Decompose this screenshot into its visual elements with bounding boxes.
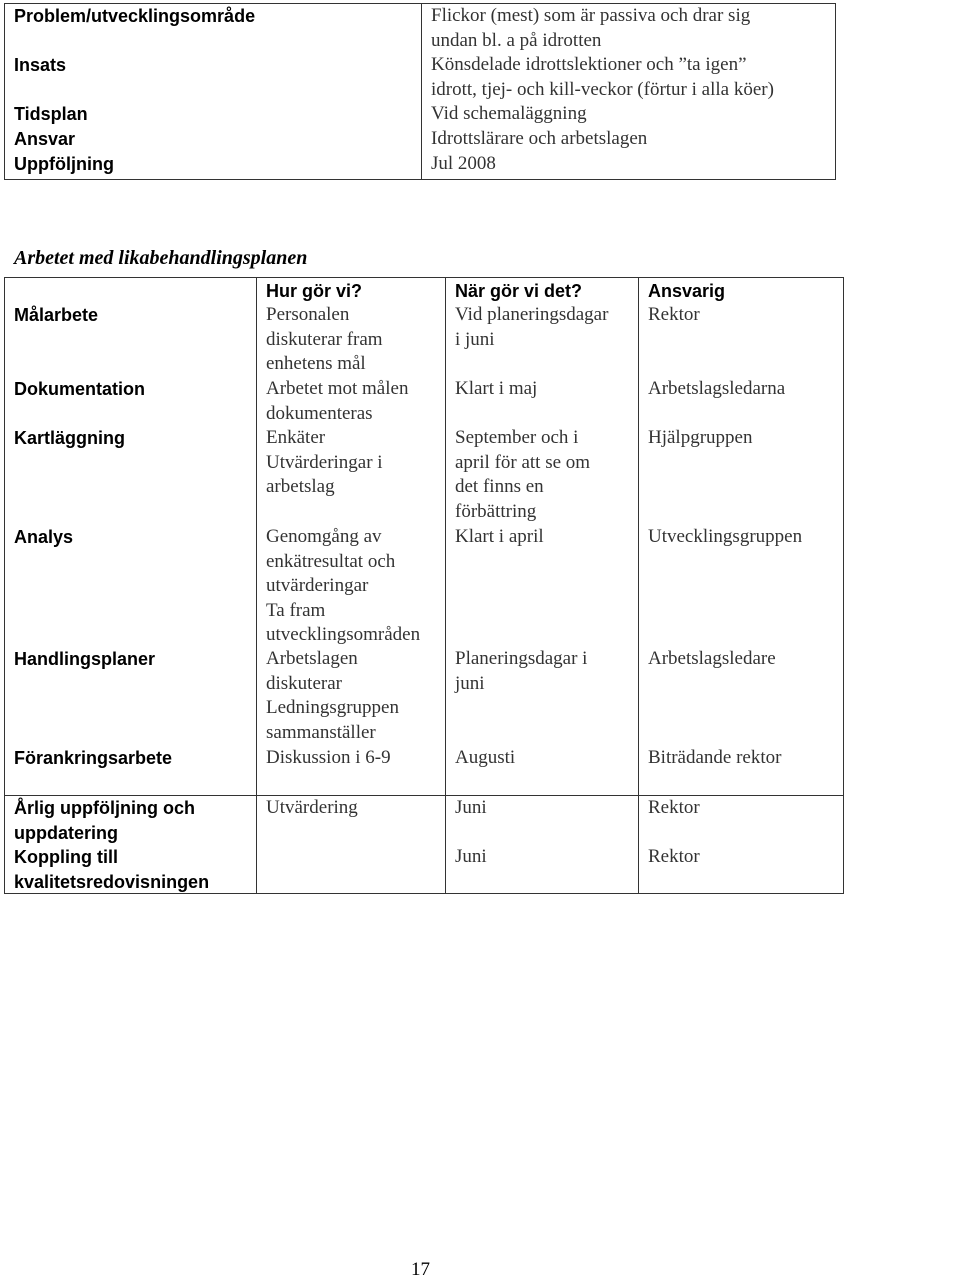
plan-header-how: Hur gör vi?	[266, 281, 363, 301]
plan-how-analys: Genomgång av enkätresultat och utvärderingar Ta fram utvecklingsområden	[266, 526, 421, 645]
plan-area-kartlaggning: Kartläggning	[14, 428, 125, 448]
plan-col-divider-2	[445, 277, 446, 894]
top-value-ansvar: Idrottslärare och arbetslagen	[431, 128, 648, 149]
plan-area-handlingsplaner: Handlingsplaner	[14, 649, 156, 669]
top-label-uppfoljning: Uppföljning	[14, 154, 114, 174]
plan-area-malarbete: Målarbete	[14, 305, 99, 325]
plan-who-koppling: Rektor	[648, 846, 700, 867]
plan-area-dokumentation: Dokumentation	[14, 379, 146, 399]
plan-how-forankring: Diskussion i 6-9	[266, 747, 391, 768]
plan-who-dokumentation: Arbetslagsledarna	[648, 378, 786, 399]
top-value-tidsplan: Vid schemaläggning	[431, 103, 587, 124]
plan-who-arlig-uppfoljning: Rektor	[648, 797, 700, 818]
plan-how-handlingsplaner: Arbetslagen diskuterar Ledningsgruppen sammanställer	[266, 648, 399, 743]
plan-when-arlig-uppfoljning: Juni	[455, 797, 487, 818]
top-label-problem: Problem/utvecklingsområde	[14, 6, 256, 26]
section-heading: Arbetet med likabehandlingsplanen	[14, 247, 308, 269]
plan-when-kartlaggning: September och i april för att se om det finns en förbättring	[455, 427, 591, 522]
plan-who-forankring: Biträdande rektor	[648, 747, 782, 768]
top-label-insats: Insats	[14, 55, 67, 75]
plan-area-koppling: Koppling till kvalitetsredovisningen	[14, 847, 210, 892]
plan-who-malarbete: Rektor	[648, 304, 700, 325]
plan-when-analys: Klart i april	[455, 526, 544, 547]
plan-how-kartlaggning: Enkäter Utvärderingar i arbetslag	[266, 427, 383, 497]
plan-how-malarbete: Personalen diskuterar fram enhetens mål	[266, 304, 383, 374]
plan-col-divider-3	[638, 277, 639, 894]
plan-area-analys: Analys	[14, 527, 74, 547]
top-value-uppfoljning: Jul 2008	[431, 153, 496, 174]
plan-area-forankring: Förankringsarbete	[14, 748, 173, 768]
plan-when-koppling: Juni	[455, 846, 487, 867]
plan-how-arlig-uppfoljning: Utvärdering	[266, 797, 358, 818]
plan-who-kartlaggning: Hjälpgruppen	[648, 427, 753, 448]
plan-how-dokumentation: Arbetet mot målen dokumenteras	[266, 378, 409, 424]
top-label-ansvar: Ansvar	[14, 129, 76, 149]
plan-when-dokumentation: Klart i maj	[455, 378, 538, 399]
top-label-tidsplan: Tidsplan	[14, 104, 88, 124]
plan-when-malarbete: Vid planeringsdagar i juni	[455, 304, 609, 350]
plan-when-forankring: Augusti	[455, 747, 516, 768]
plan-header-when: När gör vi det?	[455, 281, 583, 301]
plan-who-analys: Utvecklingsgruppen	[648, 526, 803, 547]
plan-header-who: Ansvarig	[648, 281, 726, 301]
top-value-problem: Flickor (mest) som är passiva och drar sig undan bl. a på idrotten	[431, 5, 751, 51]
plan-area-arlig-uppfoljning: Årlig uppföljning och uppdatering	[14, 798, 195, 843]
page-number: 17	[411, 1259, 430, 1280]
plan-who-handlingsplaner: Arbetslagsledare	[648, 648, 776, 669]
plan-when-handlingsplaner: Planeringsdagar i juni	[455, 648, 588, 694]
top-value-insats: Könsdelade idrottslektioner och ”ta igen” idrott, tjej- och kill-veckor (förtur i alla köer)	[431, 54, 774, 100]
top-table-divider	[421, 3, 422, 180]
plan-col-divider-1	[256, 277, 257, 894]
